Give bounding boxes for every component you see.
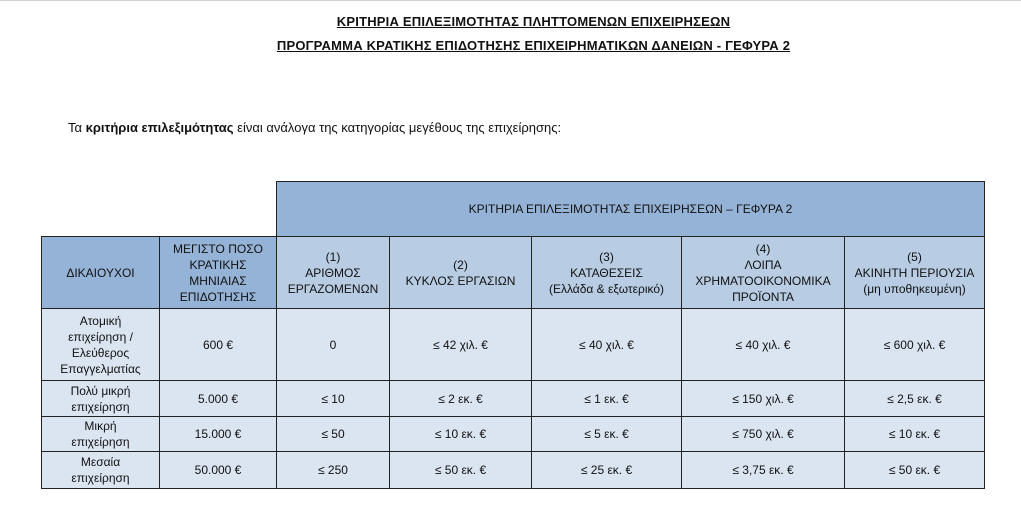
cell-max: 600 € [160, 309, 277, 381]
cell-employees: ≤ 50 [277, 417, 390, 452]
row-label-line: επιχείρηση [71, 435, 130, 449]
cell-deposits: ≤ 40 χιλ. € [532, 309, 682, 381]
row-label-line: επιχείρηση [71, 399, 130, 414]
header-max-subsidy [160, 237, 277, 309]
criterion-number: (5) [907, 249, 922, 264]
blank-corner [42, 182, 277, 237]
cell-property: ≤ 600 χιλ. € [845, 309, 985, 381]
cell-property: ≤ 10 εκ. € [845, 417, 985, 452]
criterion-number: (1) [325, 249, 341, 264]
criterion-number: (2) [453, 257, 468, 272]
header-criterion-5 [845, 237, 985, 309]
cell-turnover: ≤ 50 εκ. € [390, 452, 532, 489]
header-max-line: ΜΕΓΙΣΤΟ ΠΟΣΟ [173, 241, 263, 256]
cell-financial-products: ≤ 150 χιλ. € [682, 381, 845, 417]
table-row [42, 417, 985, 452]
row-label-line: Ελεύθερος [71, 345, 130, 360]
row-label-line: Μεσαία [80, 455, 121, 469]
cell-max: 5.000 € [160, 381, 277, 417]
top-border-line [0, 0, 1021, 2]
header-max-line: ΕΠΙΔΟΤΗΣΗΣ [179, 289, 257, 304]
row-label [42, 309, 160, 381]
cell-employees: 0 [277, 309, 390, 381]
intro-prefix: Τα [68, 120, 86, 135]
table-header-row [42, 237, 985, 309]
header-criterion-2 [390, 237, 532, 309]
table-row [42, 381, 985, 417]
criterion-number: (4) [755, 241, 771, 256]
row-label-line: επιχείρηση / [68, 329, 133, 344]
cell-turnover: ≤ 42 χιλ. € [390, 309, 532, 381]
criteria-banner: ΚΡΙΤΗΡΙΑ ΕΠΙΛΕΞΙΜΟΤΗΤΑΣ ΕΠΙΧΕΙΡΗΣΕΩΝ – ΓΕΦΥΡΑ 2 [277, 182, 985, 237]
criterion-line: ΧΡΗΜΑΤΟΟΙΚΟΝΟΜΙΚΑ [695, 273, 831, 288]
header-criterion-4 [682, 237, 845, 309]
table-row [42, 452, 985, 489]
row-label-line: Μικρή [84, 419, 117, 433]
row-label [42, 452, 160, 489]
cell-turnover: ≤ 10 εκ. € [390, 417, 532, 452]
criterion-line: ΑΚΙΝΗΤΗ ΠΕΡΙΟΥΣΙΑ [854, 265, 975, 280]
criterion-line: ΚΑΤΑΘΕΣΕΙΣ [570, 265, 643, 280]
cell-turnover: ≤ 2 εκ. € [390, 381, 532, 417]
intro-suffix: είναι ανάλογα της κατηγορίας μεγέθους της επιχείρησης: [233, 120, 562, 135]
criterion-line: (Ελλάδα & εξωτερικό) [548, 281, 665, 296]
criterion-line: ΛΟΙΠΑ [744, 257, 782, 272]
cell-deposits: ≤ 25 εκ. € [532, 452, 682, 489]
cell-financial-products: ≤ 40 χιλ. € [682, 309, 845, 381]
criterion-number: (3) [599, 249, 614, 264]
criterion-line: ΑΡΙΘΜΟΣ [305, 265, 361, 280]
cell-max: 15.000 € [160, 417, 277, 452]
criterion-line: ΕΡΓΑΖΟΜΕΝΩΝ [287, 281, 379, 296]
table-row [42, 309, 985, 381]
row-label [42, 417, 160, 452]
cell-financial-products: ≤ 3,75 εκ. € [682, 452, 845, 489]
criterion-line: ΚΥΚΛΟΣ ΕΡΓΑΣΙΩΝ [405, 273, 516, 288]
cell-deposits: ≤ 5 εκ. € [532, 417, 682, 452]
criteria-table [41, 181, 985, 489]
header-criterion-3 [532, 237, 682, 309]
cell-deposits: ≤ 1 εκ. € [532, 381, 682, 417]
header-max-line: ΚΡΑΤΙΚΗΣ [189, 257, 247, 272]
cell-max: 50.000 € [160, 452, 277, 489]
header-beneficiaries: ΔΙΚΑΙΟΥΧΟΙ [42, 237, 160, 309]
row-label-line: επιχείρηση [71, 471, 130, 485]
criterion-line: ΠΡΟΪΟΝΤΑ [732, 289, 794, 304]
document-title: ΚΡΙΤΗΡΙΑ ΕΠΙΛΕΞΙΜΟΤΗΤΑΣ ΠΛΗΤΤΟΜΕΝΩΝ ΕΠΙΧΕΙΡΗΣΕΩΝ [336, 14, 731, 29]
row-label-line: Επαγγελματίας [60, 361, 141, 376]
cell-employees: ≤ 10 [277, 381, 390, 417]
cell-property: ≤ 50 εκ. € [845, 452, 985, 489]
row-label-line: Πολύ μικρή [70, 383, 131, 398]
cell-employees: ≤ 250 [277, 452, 390, 489]
cell-financial-products: ≤ 750 χιλ. € [682, 417, 845, 452]
row-label [42, 381, 160, 417]
document-subtitle: ΠΡΟΓΡΑΜΜΑ ΚΡΑΤΙΚΗΣ ΕΠΙΔΟΤΗΣΗΣ ΕΠΙΧΕΙΡΗΜΑΤΙΚΩΝ ΔΑΝΕΙΩΝ - ΓΕΦΥΡΑ 2 [276, 38, 791, 53]
row-label-line: Ατομική [79, 313, 122, 328]
intro-paragraph [68, 120, 561, 135]
intro-bold: κριτήρια επιλεξιμότητας [85, 120, 234, 135]
criterion-line: (μη υποθηκευμένη) [863, 281, 966, 296]
header-criterion-1 [277, 237, 390, 309]
header-max-line: ΜΗΝΙΑΙΑΣ [189, 273, 247, 288]
cell-property: ≤ 2,5 εκ. € [845, 381, 985, 417]
